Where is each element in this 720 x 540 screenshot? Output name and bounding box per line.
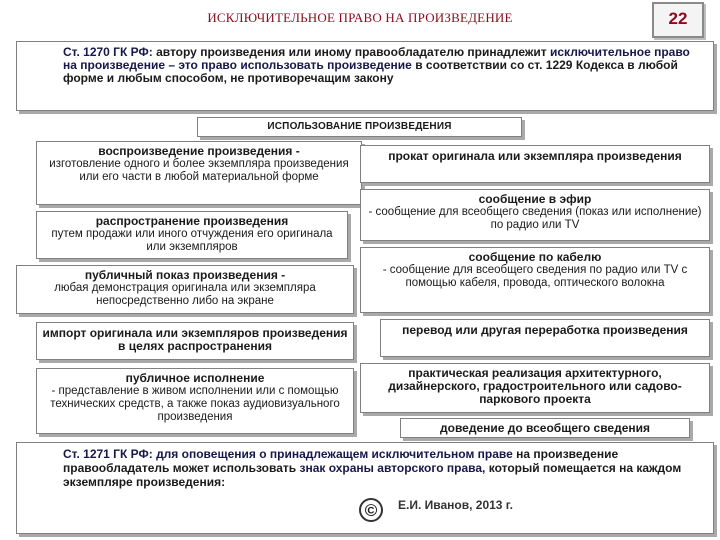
left-item-title: публичный показ произведения - [84,268,286,282]
footer-article: Ст. 1271 ГК РФ: [63,447,153,461]
right-item-title: сообщение в эфир [478,192,592,206]
definition-article: Ст. 1270 ГК РФ: [63,45,153,59]
page-title: ИСКЛЮЧИТЕЛЬНОЕ ПРАВО НА ПРОИЗВЕДЕНИЕ [207,10,513,25]
right-item-title: перевод или другая переработка произведения [402,323,688,337]
left-item-title: импорт оригинала или экземпляров произведения в целях распространения [42,326,348,353]
right-item-rental [360,145,710,183]
right-item-title: доведение до всеобщего сведения [440,421,650,435]
left-item-desc: изготовление одного и более экземпляра произведения или его части в любой материальной форме [49,158,349,183]
right-item-title: прокат оригинала или экземпляра произведения [388,149,682,163]
left-item-public-performance [36,368,354,434]
left-item-distribution [36,211,348,259]
right-item-broadcast [360,189,710,241]
left-item-reproduction [36,141,362,205]
left-item-title: воспроизведение произведения - [98,144,300,158]
page-number: 22 [668,9,688,28]
author-credit: Е.И. Иванов, 2013 г. [398,498,513,512]
left-item-title: распространение произведения [95,214,289,228]
left-item-desc: путем продажи или иного отчуждения его оригинала или экземпляров [51,228,333,253]
right-item-translation [380,319,710,357]
right-item-title: сообщение по кабелю [468,250,602,264]
right-item-title: практическая реализация архитектурного, дизайнерского, градостроительного или садово-паркового проекта [388,366,682,406]
right-item-desc: - сообщение для всеобщего сведения (показ или исполнение) по радио или TV [368,206,702,231]
left-item-public-display [16,265,354,314]
right-item-cable [360,247,710,313]
left-item-title: публичное исполнение [125,371,265,385]
definition-text-1: автору произведения или иному правообладателю принадлежит [152,45,550,59]
page-number-badge [652,2,704,38]
left-item-import [36,322,354,360]
left-item-desc: - представление в живом исполнении или с помощью технических средств, а также показ аудиовизуального произведения [50,385,340,423]
copyright-icon: © [359,498,383,522]
footer-text-1: на произведение правообладатель может использовать [63,447,619,475]
footer-highlight-1: для оповещения о принадлежащем исключительном праве [152,447,513,461]
left-item-desc: любая демонстрация оригинала или экземпляра непосредственно либо на экране [54,282,316,307]
right-item-desc: - сообщение для всеобщего сведения по радио или TV с помощью кабеля, провода, оптического волокна [382,264,688,289]
definition-box [16,41,714,111]
definition-text-2: в соответствии со ст. 1229 Кодекса в любой форме и любым способом, не противоречащим закону [63,58,678,85]
definition-highlight: исключительное право на произведение – это право использовать произведение [63,45,690,72]
right-item-architecture [360,363,710,413]
footer-text-2: , который помещается на каждом экземпляре произведения: [63,461,682,489]
usage-header: ИСПОЛЬЗОВАНИЕ ПРОИЗВЕДЕНИЯ [197,117,522,137]
right-item-making-available [400,418,690,438]
footer-highlight-2: знак охраны авторского права [299,461,483,475]
